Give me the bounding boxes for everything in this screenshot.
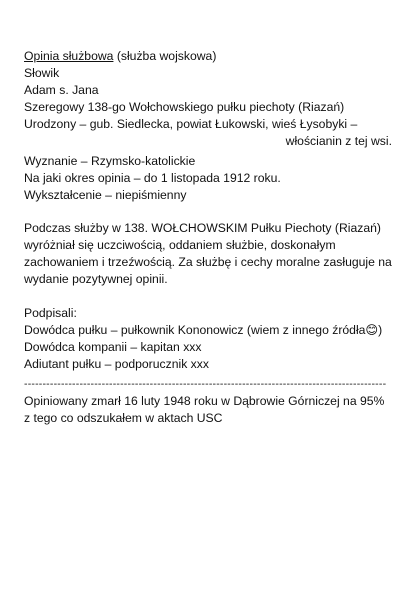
signature-adjutant: Adiutant pułku – podporucznik xxx: [24, 357, 209, 371]
footer-line-2: z tego co odszukałem w aktach USC: [24, 411, 223, 425]
body-line-3: zachowaniem i trzeźwością. Za służbę i cechy moralne zasługuje na: [24, 255, 392, 269]
header-section: [24, 48, 408, 150]
religion: Wyznanie – Rzymsko-katolickie: [24, 154, 196, 168]
opinion-period: Na jaki okres opinia – do 1 listopada 1912 roku.: [24, 171, 281, 185]
signatures-heading: Podpisali:: [24, 306, 77, 320]
education: Wykształcenie – niepiśmienny: [24, 188, 187, 202]
title-underlined: Opinia służbowa: [24, 49, 114, 63]
birth-place-continued: włościanin z tej wsi.: [285, 134, 392, 148]
body-line-2: wyróżniał się uczciwością, oddaniem służbie, doskonałym: [24, 238, 336, 252]
signature-commander: Dowódca pułku – pułkownik Kononowicz (wiem z innego źródła😊): [24, 323, 383, 337]
document-title: [24, 48, 408, 65]
signatures-section: [24, 305, 408, 373]
signature-company: Dowódca kompanii – kapitan xxx: [24, 340, 202, 354]
body-line-1: Podczas służby w 138. WOŁCHOWSKIM Pułku Piechoty (Riazań): [24, 221, 381, 235]
dashed-divider: --------------------------------------------------------------------------------------------------: [24, 379, 387, 389]
footer-line-1: Opiniowany zmarł 16 luty 1948 roku w Dąbrowie Górniczej na 95%: [24, 394, 385, 408]
footer-section: [24, 393, 408, 427]
given-name: Adam s. Jana: [24, 83, 99, 97]
birth-place: Urodzony – gub. Siedlecka, powiat Łukowski, wieś Łysobyki –: [24, 117, 358, 131]
surname: Słowik: [24, 66, 60, 80]
details-section: [24, 153, 408, 204]
title-rest: (służba wojskowa): [113, 49, 217, 63]
rank-unit: Szeregowy 138-go Wołchowskiego pułku piechoty (Riazań): [24, 100, 345, 114]
body-line-4: wydanie pozytywnej opinii.: [24, 272, 168, 286]
body-section: [24, 220, 408, 288]
